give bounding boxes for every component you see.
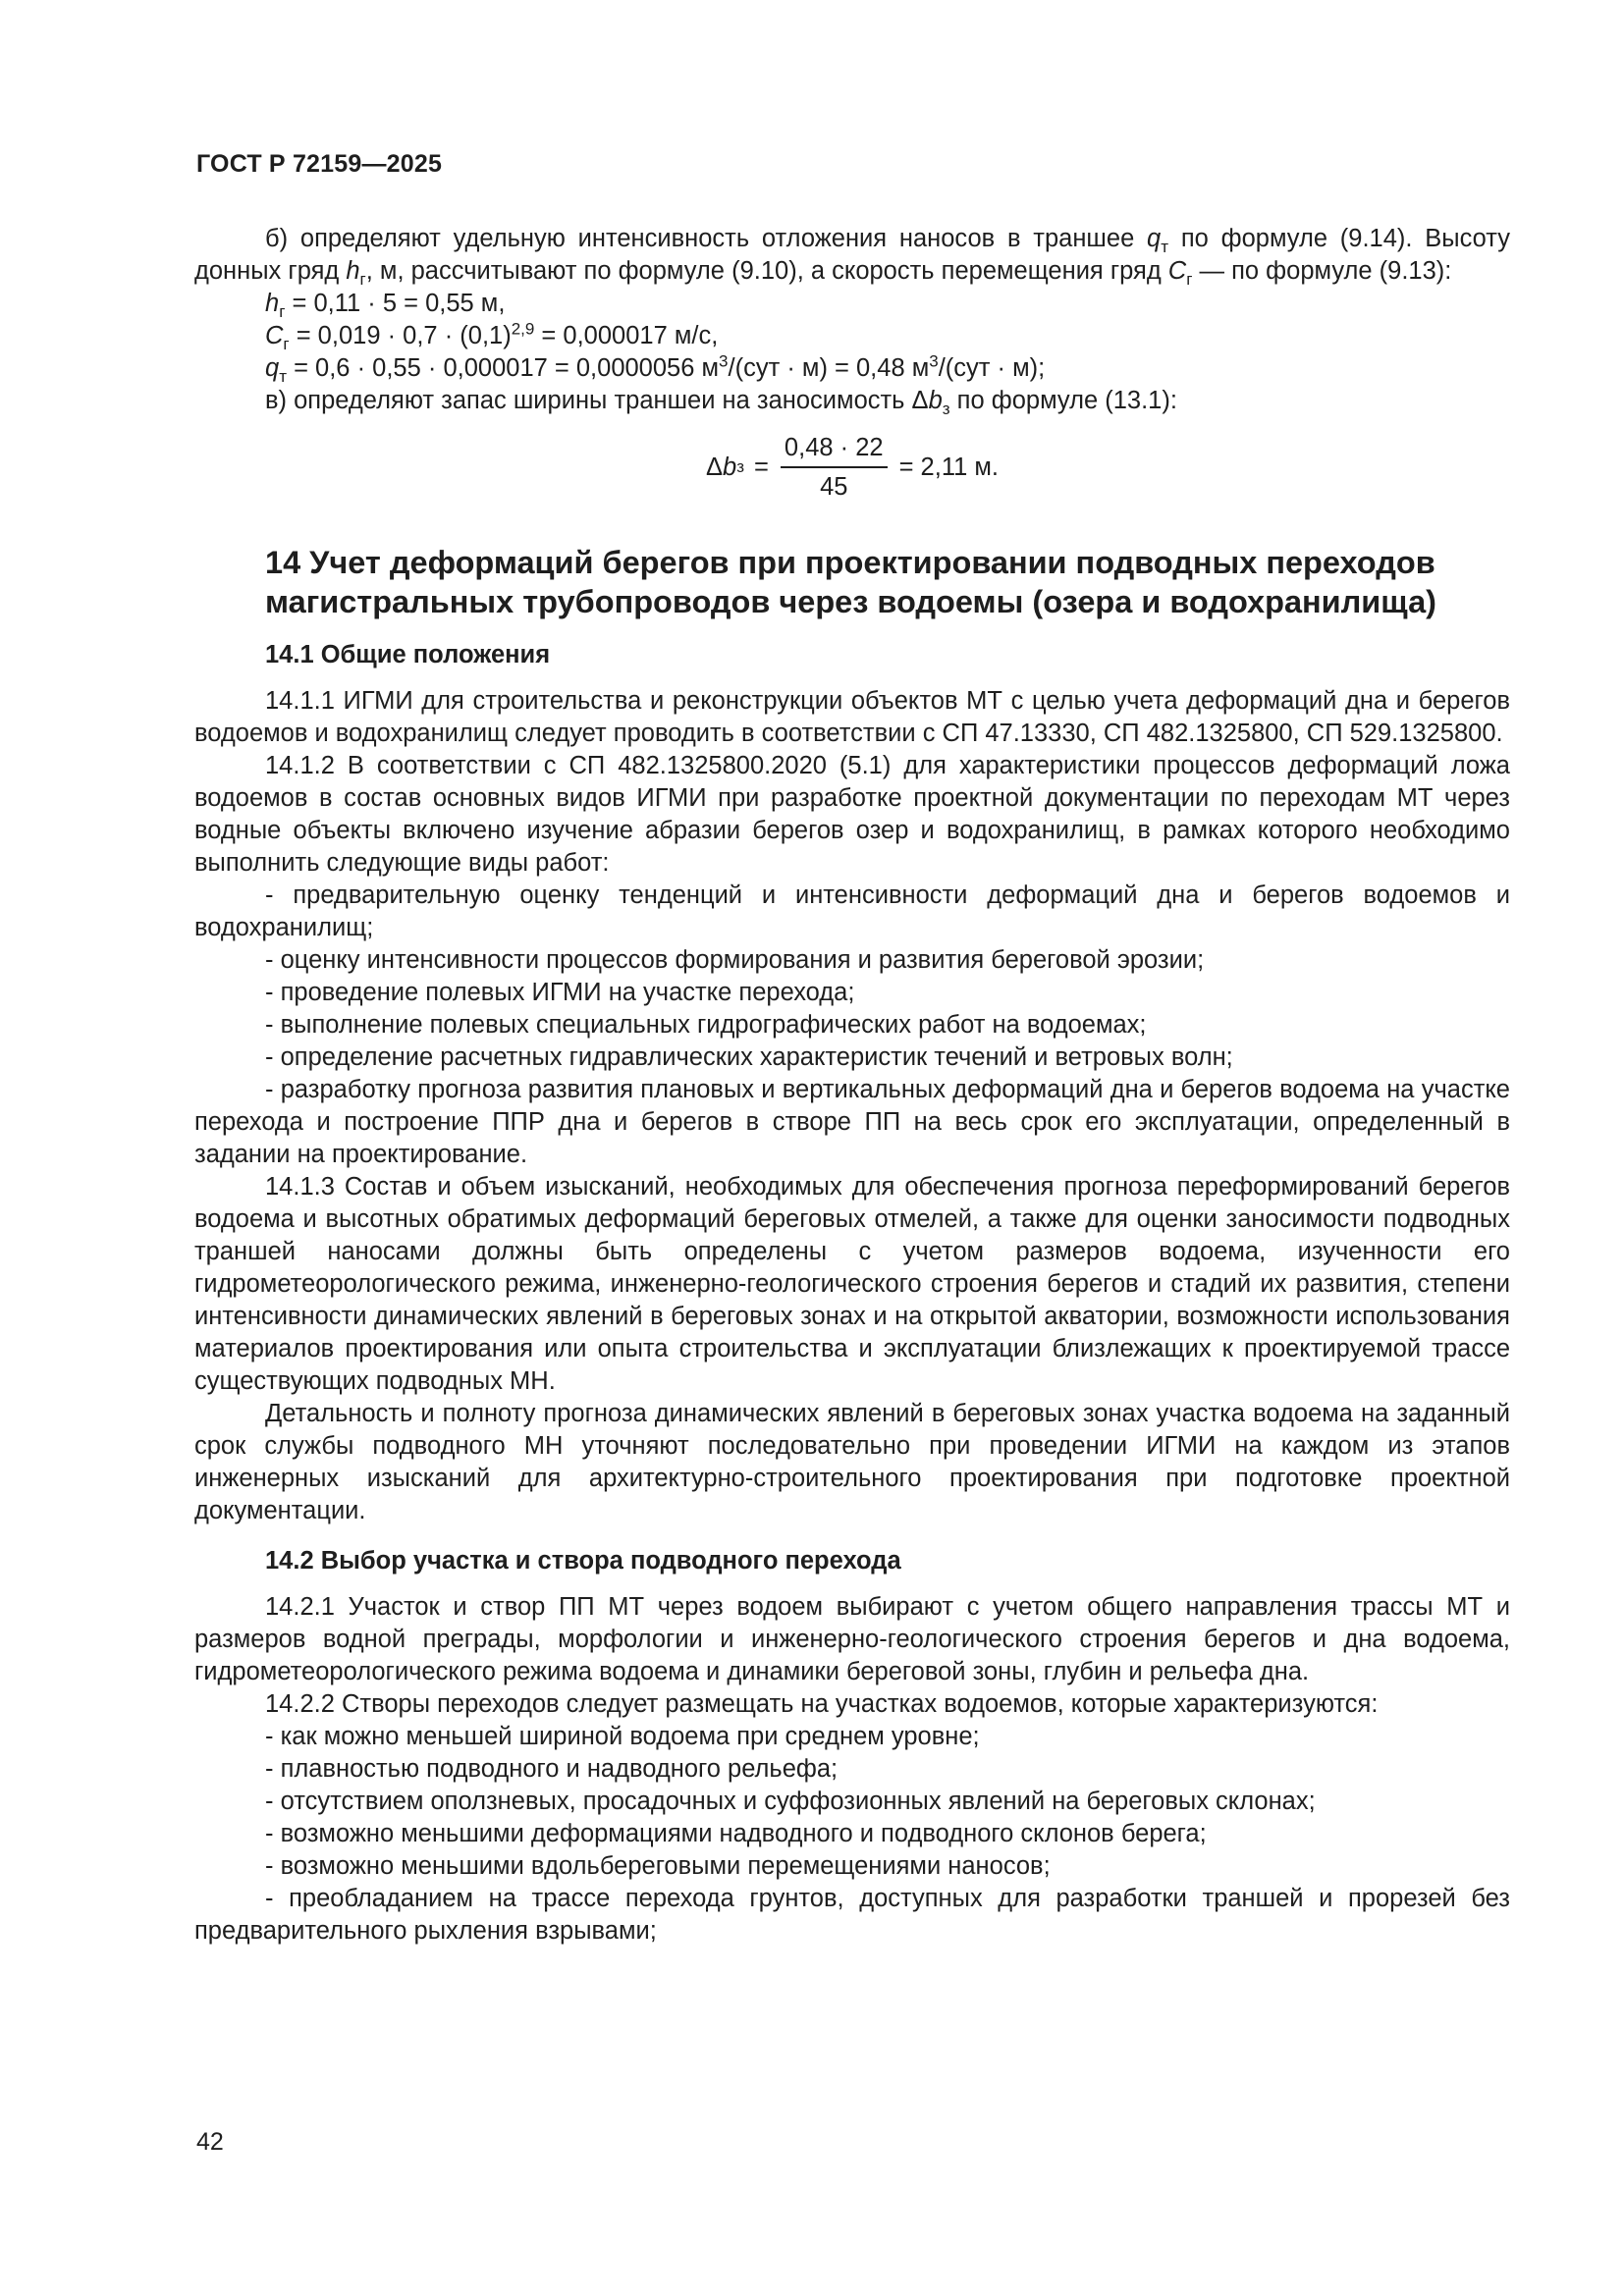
fraction bbox=[781, 431, 888, 504]
paragraph-14-2-2: 14.2.2 Створы переходов следует размещать на участках водоемов, которые характеризуются: bbox=[265, 1690, 1379, 1718]
formula-c: $C_г = 0,019 \cdot 0,7 \cdot (0,1)^{2,9} = 0,000017$ м/с, bbox=[265, 319, 719, 354]
page-content bbox=[194, 223, 1510, 1948]
paragraph-14-1-2: 14.1.2 В соответствии с СП 482.1325800.2020 (5.1) для характеристики процессов деформаций ложа водоемов в состав основных видов ИГМИ при разработке проектной документации по переходам МТ через водные объекты включено изучение абразии берегов озер и водохранилищ, в рамках которого необходимо выполнить следующие виды работ: bbox=[194, 752, 1510, 877]
list-item: - как можно меньшей шириной водоема при среднем уровне; bbox=[265, 1723, 980, 1750]
list-item: - возможно меньшими вдольбереговыми перемещениями наносов; bbox=[265, 1852, 1051, 1880]
section-14-1-title: 14.1 Общие положения bbox=[265, 641, 551, 668]
section-14-title: 14 Учет деформаций берегов при проектировании подводных переходов магистральных трубопроводов через водоемы (озера и водохранилища) bbox=[265, 545, 1436, 619]
formula-q: $q_т = 0,6 \cdot 0,55 \cdot 0,000017 = 0,0000056$ $м^3/(сут \cdot м) = 0,48$ $м^3/(сут \cdot м)$; bbox=[265, 351, 1046, 387]
list-item: - оценку интенсивности процессов формирования и развития береговой эрозии; bbox=[265, 946, 1205, 974]
list-item: - определение расчетных гидравлических характеристик течений и ветровых волн; bbox=[265, 1043, 1233, 1071]
paragraph-b: б) определяют удельную интенсивность отложения наносов в траншее $q_т$ по формуле (9.14). Высоту донных гряд $h_г$, м, рассчитывают по формуле (9.10), а скорость перемещения гряд $C_г$ — по формуле (9.13): bbox=[194, 225, 1510, 290]
list-item: - выполнение полевых специальных гидрографических работ на водоемах; bbox=[265, 1011, 1147, 1039]
list-item: - разработку прогноза развития плановых и вертикальных деформаций дна и берегов водоема на участке перехода и построение ППР дна и берегов в створе ПП на весь срок его эксплуатации, определенный в задании на проектирование. bbox=[194, 1076, 1510, 1168]
formula-h: $h_г = 0,11 \cdot 5 = 0,55$ м, bbox=[265, 290, 506, 322]
document-code: ГОСТ Р 72159—2025 bbox=[196, 150, 443, 178]
paragraph-14-1-3: 14.1.3 Состав и объем изысканий, необходимых для обеспечения прогноза переформирований берегов водоема и высотных обратимых деформаций береговых отмелей, а также для оценки заносимости подводных траншей наносами должны быть определены с учетом размеров водоема, изученности его гидрометеорологического режима, инженерно-геологического строения берегов и стадий их развития, степени интенсивности динамических явлений в береговых зонах и на открытой акватории, возможности использования материалов проектирования или опыта строительства и эксплуатации близлежащих к проектируемой трассе существующих подводных МН. bbox=[194, 1173, 1510, 1395]
paragraph-14-1-1: 14.1.1 ИГМИ для строительства и реконструкции объектов МТ с целью учета деформаций дна и берегов водоемов и водохранилищ следует проводить в соответствии с СП 47.13330, СП 482.1325800, СП 529.1325800. bbox=[194, 687, 1510, 747]
list-item: - предварительную оценку тенденций и интенсивности деформаций дна и берегов водоемов и водохранилищ; bbox=[194, 881, 1510, 941]
fraction-numerator: 0,48 · 22 bbox=[781, 431, 888, 468]
list-item: - плавностью подводного и надводного рельефа; bbox=[265, 1755, 839, 1783]
list-item: - отсутствием оползневых, просадочных и суффозионных явлений на береговых склонах; bbox=[265, 1788, 1316, 1815]
list-item: - проведение полевых ИГМИ на участке перехода; bbox=[265, 979, 855, 1006]
list-item: - возможно меньшими деформациями надводного и подводного склонов берега; bbox=[265, 1820, 1207, 1847]
paragraph-v: в) определяют запас ширины траншеи на заносимость $\Delta b_з$ по формуле (13.1): bbox=[265, 387, 1177, 419]
page-number: 42 bbox=[196, 2128, 224, 2156]
list-item: - преобладанием на трассе перехода грунтов, доступных для разработки траншей и прорезей без предварительного рыхления взрывами; bbox=[194, 1885, 1510, 1945]
formula-13-1: Δ b з = $\frac{0,48 \cdot 22}{45}$ = 2,11 м. bbox=[194, 431, 1510, 504]
fraction-denominator: 45 bbox=[820, 473, 848, 501]
paragraph-detail: Детальность и полноту прогноза динамических явлений в береговых зонах участка водоема на заданный срок службы подводного МН уточняют последовательно при проведении ИГМИ на каждом из этапов инженерных изысканий для архитектурно-строительного проектирования при подготовке проектной документации. bbox=[194, 1400, 1510, 1524]
paragraph-14-2-1: 14.2.1 Участок и створ ПП МТ через водоем выбирают с учетом общего направления трассы МТ и размеров водной преграды, морфологии и инженерно-геологического строения берегов и дна водоема, гидрометеорологического режима водоема и динамики береговой зоны, глубин и рельефа дна. bbox=[194, 1593, 1510, 1685]
section-14-2-title: 14.2 Выбор участка и створа подводного перехода bbox=[265, 1547, 901, 1575]
